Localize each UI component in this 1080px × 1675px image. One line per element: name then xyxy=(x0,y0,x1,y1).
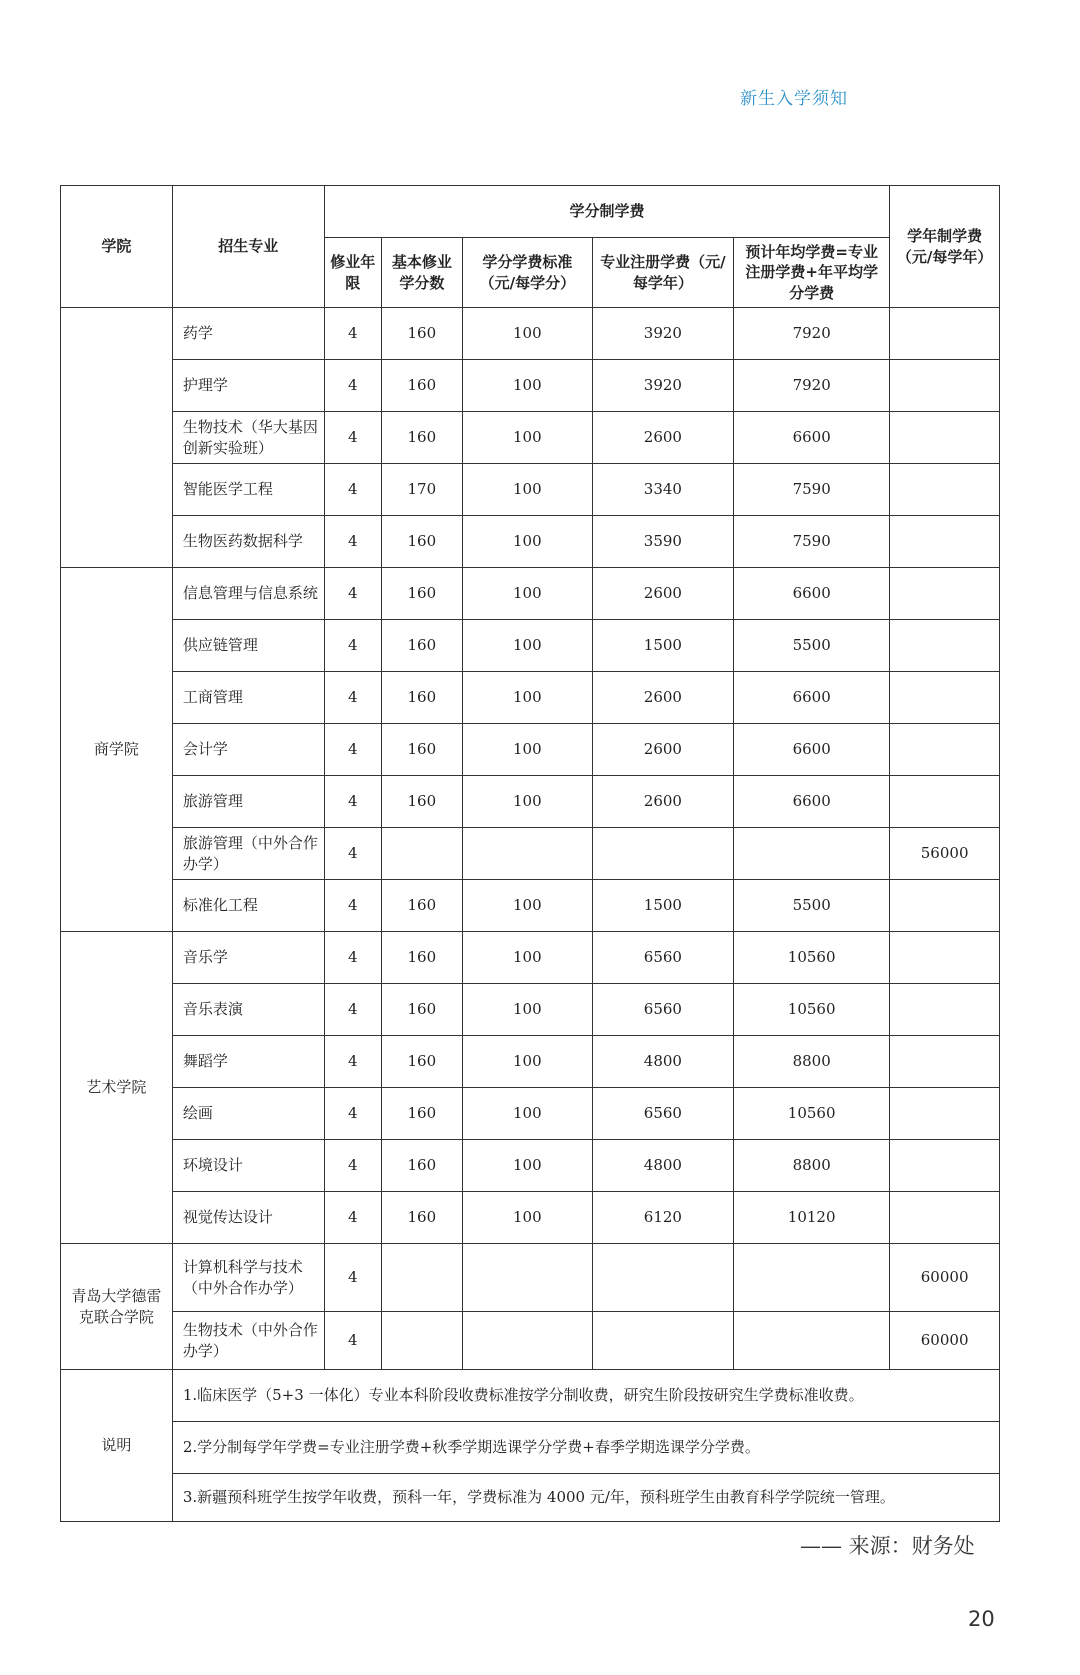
credits-cell: 160 xyxy=(381,1036,462,1088)
college-cell: 青岛大学德雷克联合学院 xyxy=(61,1244,173,1370)
credits-cell: 160 xyxy=(381,516,462,568)
reg-fee-cell: 3590 xyxy=(592,516,733,568)
years-cell: 4 xyxy=(324,568,381,620)
credits-cell: 160 xyxy=(381,1088,462,1140)
major-cell: 旅游管理（中外合作办学） xyxy=(172,828,324,880)
notes-section xyxy=(61,1370,1000,1522)
year-fee-cell xyxy=(890,1192,1000,1244)
major-cell: 旅游管理 xyxy=(172,776,324,828)
table-row xyxy=(61,1140,1000,1192)
credit-fee-cell: 100 xyxy=(462,620,592,672)
years-cell: 4 xyxy=(324,308,381,360)
college-cell: 艺术学院 xyxy=(61,932,173,1244)
est-fee-cell xyxy=(734,1244,890,1312)
reg-fee-cell: 1500 xyxy=(592,620,733,672)
credit-fee-cell: 100 xyxy=(462,984,592,1036)
credits-cell: 160 xyxy=(381,672,462,724)
years-cell: 4 xyxy=(324,880,381,932)
major-cell: 标准化工程 xyxy=(172,880,324,932)
table-row xyxy=(61,724,1000,776)
credit-fee-cell xyxy=(462,828,592,880)
table-row xyxy=(61,776,1000,828)
year-fee-cell xyxy=(890,880,1000,932)
table-row xyxy=(61,516,1000,568)
credit-fee-cell: 100 xyxy=(462,1036,592,1088)
reg-fee-cell: 2600 xyxy=(592,568,733,620)
major-cell: 会计学 xyxy=(172,724,324,776)
section-header: 新生入学须知 xyxy=(740,89,848,109)
est-fee-cell: 8800 xyxy=(734,1140,890,1192)
years-cell: 4 xyxy=(324,984,381,1036)
year-fee-cell xyxy=(890,1036,1000,1088)
reg-fee-cell: 3920 xyxy=(592,360,733,412)
years-cell: 4 xyxy=(324,464,381,516)
header-major: 招生专业 xyxy=(172,186,324,308)
credit-fee-cell: 100 xyxy=(462,308,592,360)
years-cell: 4 xyxy=(324,828,381,880)
year-fee-cell xyxy=(890,620,1000,672)
table-row xyxy=(61,1036,1000,1088)
credit-fee-cell xyxy=(462,1312,592,1370)
note-item: 3.新疆预科班学生按学年收费，预科一年，学费标准为 4000 元/年，预科班学生由教育科学学院统一管理。 xyxy=(172,1474,999,1522)
credit-fee-cell: 100 xyxy=(462,1088,592,1140)
major-cell: 音乐学 xyxy=(172,932,324,984)
est-fee-cell: 6600 xyxy=(734,568,890,620)
note-item: 1.临床医学（5+3 一体化）专业本科阶段收费标准按学分制收费，研究生阶段按研究生学费标准收费。 xyxy=(172,1370,999,1422)
est-fee-cell: 7920 xyxy=(734,308,890,360)
major-cell: 生物技术（华大基因创新实验班） xyxy=(172,412,324,464)
reg-fee-cell: 2600 xyxy=(592,412,733,464)
credit-fee-cell xyxy=(462,1244,592,1312)
major-cell: 生物医药数据科学 xyxy=(172,516,324,568)
credit-fee-cell: 100 xyxy=(462,1192,592,1244)
credits-cell xyxy=(381,1244,462,1312)
credit-fee-cell: 100 xyxy=(462,412,592,464)
est-fee-cell xyxy=(734,828,890,880)
credits-cell: 160 xyxy=(381,932,462,984)
table-row xyxy=(61,1088,1000,1140)
credits-cell: 160 xyxy=(381,568,462,620)
major-cell: 生物技术（中外合作办学） xyxy=(172,1312,324,1370)
credits-cell: 160 xyxy=(381,724,462,776)
year-fee-cell xyxy=(890,672,1000,724)
years-cell: 4 xyxy=(324,724,381,776)
table-row xyxy=(61,932,1000,984)
est-fee-cell: 10560 xyxy=(734,932,890,984)
credits-cell xyxy=(381,828,462,880)
table-row xyxy=(61,308,1000,360)
reg-fee-cell xyxy=(592,1312,733,1370)
credit-fee-cell: 100 xyxy=(462,360,592,412)
table-row xyxy=(61,568,1000,620)
years-cell: 4 xyxy=(324,1192,381,1244)
header-reg-fee: 专业注册学费（元/每学年） xyxy=(592,238,733,308)
est-fee-cell: 5500 xyxy=(734,880,890,932)
major-cell: 环境设计 xyxy=(172,1140,324,1192)
est-fee-cell: 7920 xyxy=(734,360,890,412)
credit-fee-cell: 100 xyxy=(462,516,592,568)
major-cell: 舞蹈学 xyxy=(172,1036,324,1088)
major-cell: 计算机科学与技术（中外合作办学） xyxy=(172,1244,324,1312)
year-fee-cell xyxy=(890,360,1000,412)
credit-fee-cell: 100 xyxy=(462,568,592,620)
header-years: 修业年限 xyxy=(324,238,381,308)
year-fee-cell xyxy=(890,1088,1000,1140)
reg-fee-cell: 3920 xyxy=(592,308,733,360)
table-body xyxy=(61,308,1000,1370)
year-fee-cell xyxy=(890,724,1000,776)
major-cell: 视觉传达设计 xyxy=(172,1192,324,1244)
page-number: 20 xyxy=(968,1607,995,1631)
credit-fee-cell: 100 xyxy=(462,672,592,724)
year-fee-cell: 60000 xyxy=(890,1312,1000,1370)
years-cell: 4 xyxy=(324,1140,381,1192)
table-row xyxy=(61,828,1000,880)
college-cell xyxy=(61,308,173,568)
reg-fee-cell: 6560 xyxy=(592,932,733,984)
years-cell: 4 xyxy=(324,360,381,412)
table-row xyxy=(61,412,1000,464)
year-fee-cell xyxy=(890,568,1000,620)
year-fee-cell xyxy=(890,516,1000,568)
header-college: 学院 xyxy=(61,186,173,308)
year-fee-cell xyxy=(890,464,1000,516)
major-cell: 药学 xyxy=(172,308,324,360)
note-item: 2.学分制每学年学费=专业注册学费+秋季学期选课学分学费+春季学期选课学分学费。 xyxy=(172,1422,999,1474)
major-cell: 护理学 xyxy=(172,360,324,412)
reg-fee-cell xyxy=(592,1244,733,1312)
credits-cell: 160 xyxy=(381,308,462,360)
year-fee-cell xyxy=(890,308,1000,360)
reg-fee-cell: 3340 xyxy=(592,464,733,516)
years-cell: 4 xyxy=(324,1312,381,1370)
est-fee-cell: 7590 xyxy=(734,464,890,516)
credits-cell: 170 xyxy=(381,464,462,516)
reg-fee-cell: 2600 xyxy=(592,724,733,776)
table-row xyxy=(61,672,1000,724)
est-fee-cell: 10560 xyxy=(734,984,890,1036)
header-year-fee: 学年制学费（元/每学年） xyxy=(890,186,1000,308)
header-credit-fee: 学分学费标准（元/每学分） xyxy=(462,238,592,308)
table-row xyxy=(61,880,1000,932)
credit-fee-cell: 100 xyxy=(462,932,592,984)
credits-cell: 160 xyxy=(381,360,462,412)
years-cell: 4 xyxy=(324,620,381,672)
reg-fee-cell xyxy=(592,828,733,880)
header-est-fee: 预计年均学费=专业注册学费+年平均学分学费 xyxy=(734,238,890,308)
college-cell: 商学院 xyxy=(61,568,173,932)
est-fee-cell: 7590 xyxy=(734,516,890,568)
est-fee-cell: 10120 xyxy=(734,1192,890,1244)
credit-fee-cell: 100 xyxy=(462,776,592,828)
tuition-fee-table xyxy=(60,185,1000,1522)
major-cell: 音乐表演 xyxy=(172,984,324,1036)
years-cell: 4 xyxy=(324,1088,381,1140)
year-fee-cell: 60000 xyxy=(890,1244,1000,1312)
credit-fee-cell: 100 xyxy=(462,1140,592,1192)
reg-fee-cell: 6120 xyxy=(592,1192,733,1244)
years-cell: 4 xyxy=(324,1036,381,1088)
year-fee-cell xyxy=(890,776,1000,828)
table-row xyxy=(61,984,1000,1036)
year-fee-cell: 56000 xyxy=(890,828,1000,880)
table-row xyxy=(61,1192,1000,1244)
years-cell: 4 xyxy=(324,1244,381,1312)
reg-fee-cell: 4800 xyxy=(592,1140,733,1192)
header-credit-system-group: 学分制学费 xyxy=(324,186,890,238)
reg-fee-cell: 2600 xyxy=(592,672,733,724)
major-cell: 信息管理与信息系统 xyxy=(172,568,324,620)
reg-fee-cell: 1500 xyxy=(592,880,733,932)
est-fee-cell: 6600 xyxy=(734,412,890,464)
year-fee-cell xyxy=(890,412,1000,464)
table-row xyxy=(61,620,1000,672)
reg-fee-cell: 4800 xyxy=(592,1036,733,1088)
major-cell: 绘画 xyxy=(172,1088,324,1140)
credits-cell: 160 xyxy=(381,984,462,1036)
credit-fee-cell: 100 xyxy=(462,464,592,516)
major-cell: 供应链管理 xyxy=(172,620,324,672)
years-cell: 4 xyxy=(324,672,381,724)
table-row xyxy=(61,464,1000,516)
years-cell: 4 xyxy=(324,412,381,464)
year-fee-cell xyxy=(890,932,1000,984)
table-row xyxy=(61,360,1000,412)
major-cell: 智能医学工程 xyxy=(172,464,324,516)
year-fee-cell xyxy=(890,1140,1000,1192)
credits-cell: 160 xyxy=(381,880,462,932)
est-fee-cell: 6600 xyxy=(734,672,890,724)
credits-cell: 160 xyxy=(381,620,462,672)
reg-fee-cell: 6560 xyxy=(592,1088,733,1140)
notes-label: 说明 xyxy=(61,1370,173,1522)
est-fee-cell: 5500 xyxy=(734,620,890,672)
major-cell: 工商管理 xyxy=(172,672,324,724)
years-cell: 4 xyxy=(324,516,381,568)
table-row xyxy=(61,1244,1000,1312)
est-fee-cell xyxy=(734,1312,890,1370)
credits-cell xyxy=(381,1312,462,1370)
credits-cell: 160 xyxy=(381,412,462,464)
credits-cell: 160 xyxy=(381,776,462,828)
est-fee-cell: 6600 xyxy=(734,776,890,828)
credit-fee-cell: 100 xyxy=(462,724,592,776)
est-fee-cell: 10560 xyxy=(734,1088,890,1140)
credits-cell: 160 xyxy=(381,1192,462,1244)
years-cell: 4 xyxy=(324,932,381,984)
credits-cell: 160 xyxy=(381,1140,462,1192)
est-fee-cell: 8800 xyxy=(734,1036,890,1088)
table-row xyxy=(61,1312,1000,1370)
years-cell: 4 xyxy=(324,776,381,828)
header-credits: 基本修业学分数 xyxy=(381,238,462,308)
year-fee-cell xyxy=(890,984,1000,1036)
credit-fee-cell: 100 xyxy=(462,880,592,932)
reg-fee-cell: 6560 xyxy=(592,984,733,1036)
source-credit: —— 来源：财务处 xyxy=(800,1534,975,1558)
est-fee-cell: 6600 xyxy=(734,724,890,776)
reg-fee-cell: 2600 xyxy=(592,776,733,828)
